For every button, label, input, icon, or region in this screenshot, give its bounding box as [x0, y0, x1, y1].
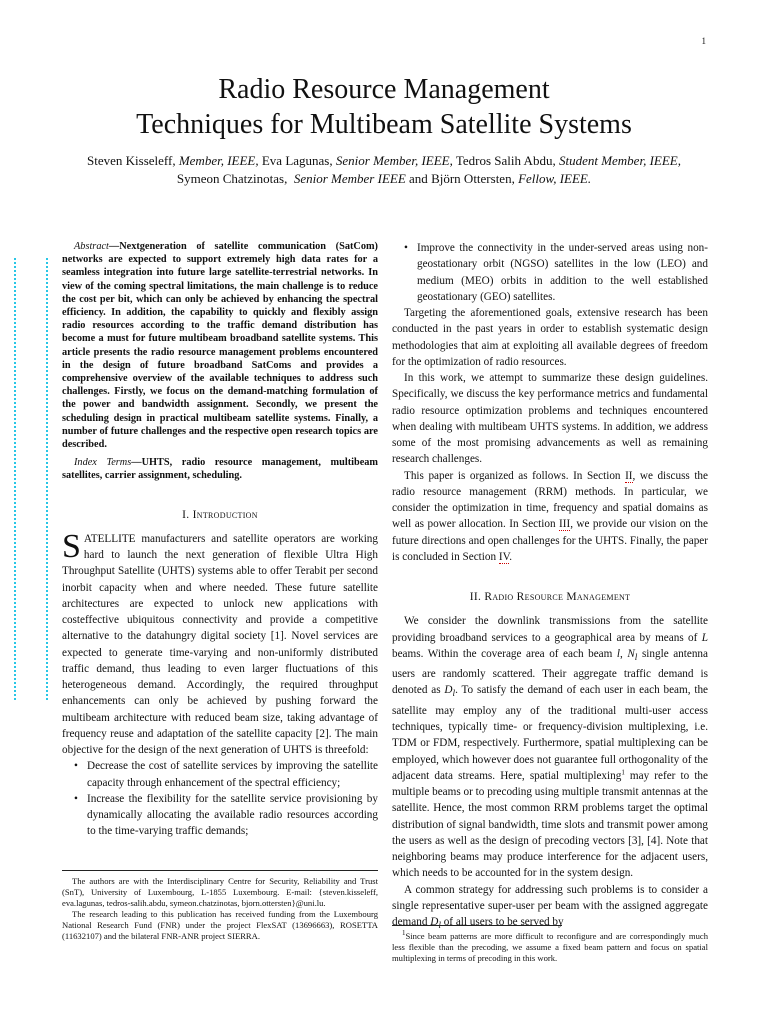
section-heading-rrm: II. Radio Resource Management	[469, 591, 631, 603]
footnote-link[interactable]: 1	[621, 768, 625, 777]
footnote-rule	[392, 925, 562, 926]
abstract-lead: Abstract	[74, 241, 109, 252]
paragraph: Targeting the aforementioned goals, extensive research has been conducted in the past years in order to establish systematic design methodologies that aim at exploiting all available degrees of freedom for the optimization of radio resources.	[392, 307, 708, 368]
section-link-iii[interactable]: III	[559, 518, 571, 531]
math-subscript: l	[452, 689, 456, 700]
text-run: ,	[619, 647, 628, 660]
footnote-mark: 1	[402, 929, 406, 938]
math-symbol: l	[616, 647, 620, 660]
list-item: • Increase the flexibility for the satellite service provisioning by dynamically allocating the available radio resources according to the time-varying traffic demands;	[62, 791, 378, 840]
math-symbol: L	[701, 631, 708, 644]
author-name: Tedros Salih Abdu,	[455, 153, 556, 168]
abstract-body: —Nextgeneration of satellite communication (SatCom) networks are expected to support extremely high data rates for a seamless integration into future large satellite-terrestrial networks. In view of the coming spectral limitations, the main challenge is to reduce the cost per bit, which can only be achieved by enhancing the spectral efficiency. In addition, the capability to quickly and flexibly assign radio resources according to the traffic demand distribution has become a must for future multibeam broadband satellite systems. This article presents the radio resource management problems encountered in the design of future broadband SatComs and provides a comprehensive overview of the available techniques to address such challenges. Firstly, we focus on the demand-matching formulation of the power and bandwidth assignment. Secondly, we present the scheduling design in practical multibeam satellite systems. Finally, a number of future challenges and the respective open research topics are described.	[62, 241, 378, 451]
author-role: Senior Member IEEE	[293, 171, 406, 186]
footnote-text: The research leading to this publication has received funding from the Luxembourg National Research Fund (FNR) under the project FlexSAT (13696663), ROSETTA (11632107) and the bilateral FNR-ANR project SIERRA.	[62, 909, 378, 942]
math-symbol: N	[627, 647, 635, 660]
author-conjunction: and	[409, 171, 428, 186]
text-run: A common strategy for addressing such problems is to consider a single representative super-user per beam with the assigned aggregate demand	[392, 883, 708, 929]
footnote-text: Since beam patterns are more difficult to reconfigure and are correspondingly much less flexible than the precoding, we assume a fixed beam pattern and focus on spatial multiplexing in terms of precoding in this work.	[392, 931, 708, 964]
text-run: , we discuss the radio resource management (RRM) methods. In particular, we consider the optimization in time, frequency and spatial domains as well as power allocation. In Section	[392, 469, 708, 531]
math-subscript: l	[438, 921, 441, 932]
index-terms	[62, 456, 378, 482]
author-role: Member, IEEE,	[178, 153, 259, 168]
abstract	[62, 240, 378, 451]
paper-title	[0, 72, 768, 142]
text-run: We consider the downlink transmissions from the satellite providing broadband services to a geographical area by means of	[392, 615, 708, 644]
page-number: 1	[701, 36, 706, 46]
objective-list-continued	[392, 240, 708, 305]
author-name: Steven Kisseleff,	[87, 153, 176, 168]
author-name: Björn Ottersten,	[431, 171, 515, 186]
author-role: Fellow, IEEE.	[518, 171, 592, 186]
intro-paragraph	[62, 527, 378, 759]
title-line-1: Radio Resource Management	[218, 74, 550, 105]
intro-text: ATELLITE manufacturers and satellite operators are working hard to launch the next generation of flexible Ultra High Throughput Satellite (UHTS) systems able to offer Terabit per second inorbit capacity when and where needed. These future satellite architectures are expected to unlock new applications with costeffective ubiquitous connectivity and provide a competitive alternative to the datahungry digital society [1]. Novel services are expected to generate time-varying and non-uniformly distributed traffic demand, thus leading to even larger fluctuations of this heterogeneous demand. Accordingly, the required throughput enhancements can only be achieved by pushing forward the multibeam architecture with reduced beam size, taking advantage of frequency reuse and adaptation of the satellite capacity [2]. The main objective for the design of the next generation of UHTS is threefold:	[62, 532, 378, 757]
author-role: Senior Member, IEEE,	[335, 153, 453, 168]
footnote-text: The authors are with the Interdisciplinary Centre for Security, Reliability and Trust (SnT), University of Luxembourg, L-1855 Luxembourg. E-mail: {steven.kisseleff, eva.lagunas, tedros-salih.abdu, symeon.chatzinotas, bjorn.ottersten}@uni.lu.	[62, 876, 378, 909]
text-run: , we provide our vision on the future directions and open challenges for the UHTS. Finally, the paper is concluded in Section	[392, 518, 708, 563]
section-heading-introduction: I. Introduction	[182, 508, 258, 521]
section-link-ii[interactable]: II	[625, 469, 633, 482]
objective-list	[62, 758, 378, 839]
text-run: This paper is organized as follows. In Section	[404, 469, 626, 482]
author-role: Student Member, IEEE,	[558, 153, 681, 168]
list-item: • Improve the connectivity in the under-served areas using non-geostationary orbit (NGSO) satellites in the low (LEO) and medium (MEO) orbits in addition to the well established geostationary (GEO) satellites.	[392, 240, 708, 305]
paragraph	[392, 882, 708, 938]
section-link-iv[interactable]: IV	[498, 550, 510, 563]
math-symbol: D	[430, 916, 439, 929]
drop-cap: S	[62, 527, 81, 565]
right-column	[392, 240, 708, 938]
author-name: Eva Lagunas,	[261, 153, 333, 168]
title-line-2: Techniques for Multibeam Satellite Systems	[136, 109, 632, 140]
index-terms-lead: Index Terms	[74, 457, 132, 469]
text-run: . To satisfy the demand of each user in each beam, the satellite may employ any of the traditional multi-user access techniques, typically time- or frequency-division multiplexing, i.e. TDM or FDM, respectively. Furthermore, spatial multiplexing can be employed, which however does not guarantee full orthogonality of the adjacent data streams. Here, spatial multiplexing	[392, 684, 708, 782]
paragraph-organization	[392, 468, 708, 566]
paragraph	[392, 613, 708, 881]
text-run: single antenna users are randomly scattered. Their aggregate traffic demand is denoted as	[392, 647, 708, 697]
text-run: beams. Within the coverage area of each beam	[392, 647, 617, 660]
text-run: may refer to the multiple beams or to precoding using multiple transmit antennas at the satellite. Hence, the most common RRM problems target the optimal distribution of signal bandwidth, time slots and transmit power among the users as well as the design of precoding vectors [3], [4]. Note that neighboring beams may produce interference for the adjacent users, which needs to be accounted for in the system design.	[392, 769, 708, 880]
paragraph: In this work, we attempt to summarize these design guidelines. Specifically, we discuss the key performance metrics and fundamental radio resource optimization problems and techniques encountered when dealing with multibeam UHTS systems. In addition, we address some of the most promising advancements as well as remaining research challenges.	[392, 372, 708, 466]
index-terms-body: —UHTS, radio resource management, multibeam satellites, carrier assignment, scheduling.	[62, 457, 379, 482]
math-subscript: l	[634, 652, 638, 663]
author-footnote	[62, 876, 378, 943]
left-column	[62, 240, 378, 840]
text-run: .	[509, 550, 513, 563]
margin-selection-marker	[14, 258, 48, 700]
text-run: of all users to be served by	[440, 916, 564, 929]
footnote-rule	[62, 870, 378, 871]
author-list	[40, 152, 728, 188]
list-item: • Decrease the cost of satellite services by improving the satellite capacity through enhancement of the spectral efficiency;	[62, 758, 378, 791]
footnote-1	[392, 931, 708, 964]
author-name: Symeon Chatzinotas,	[176, 171, 288, 186]
math-symbol: D	[444, 684, 453, 697]
